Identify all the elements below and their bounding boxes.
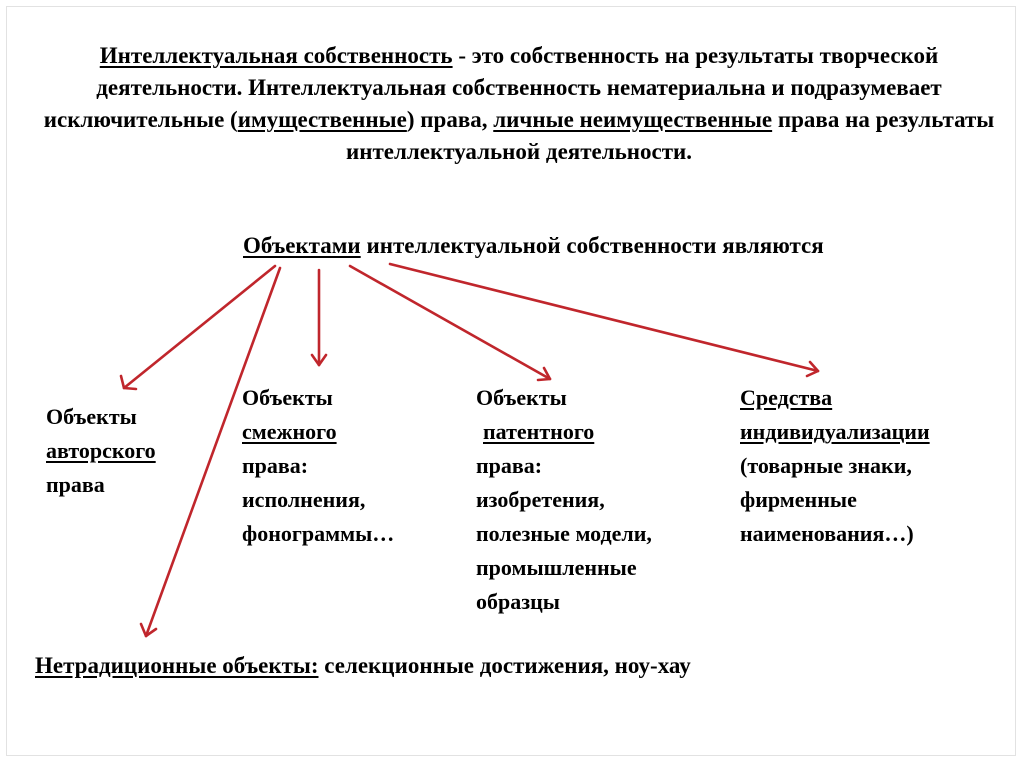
definition-paren-close: ) — [406, 107, 415, 132]
author-line-3: права — [46, 472, 105, 497]
related-line-3: права: — [242, 453, 309, 478]
definition-text-3: права на результаты интеллектуальной деятельности. — [345, 107, 995, 164]
patent-line-6: промышленные — [476, 555, 637, 580]
arrow-to-individualization — [390, 264, 818, 376]
author-rights-objects — [46, 400, 156, 502]
individualization-line-2: индивидуализации — [740, 419, 930, 444]
objects-heading-term: Объектами — [243, 233, 361, 258]
related-line-4: исполнения, — [242, 487, 366, 512]
related-rights-objects — [242, 381, 394, 551]
nontraditional-term: Нетрадиционные объекты: — [35, 653, 319, 678]
individualization-line-5: наименования…) — [740, 521, 914, 546]
individualization-means — [740, 381, 930, 551]
arrow-to-patent — [350, 266, 550, 380]
author-line-2: авторского — [46, 438, 156, 463]
property-rights-term: имущественные — [237, 107, 407, 132]
individualization-line-4: фирменные — [740, 487, 857, 512]
patent-line-4: изобретения, — [476, 487, 605, 512]
personal-rights-term: личные неимущественные — [493, 107, 773, 132]
related-line-5: фонограммы… — [242, 521, 395, 546]
related-line-2: смежного — [242, 419, 337, 444]
patent-line-7: образцы — [476, 589, 560, 614]
objects-heading-rest: интеллектуальной собственности являются — [360, 233, 824, 258]
nontraditional-objects — [35, 650, 691, 682]
related-line-1: Объекты — [242, 385, 333, 410]
arrow-to-related — [312, 270, 326, 365]
definition-term: Интеллектуальная собственность — [99, 43, 453, 68]
nontraditional-rest: селекционные достижения, ноу-хау — [318, 653, 691, 678]
author-line-1: Объекты — [46, 404, 137, 429]
definition-paren-open: ( — [230, 107, 238, 132]
patent-line-5: полезные модели, — [476, 521, 652, 546]
individualization-line-3: (товарные знаки, — [740, 453, 912, 478]
patent-line-3: права: — [476, 453, 543, 478]
arrows-group — [121, 264, 818, 636]
individualization-line-1: Средства — [740, 385, 833, 410]
patent-line-2: патентного — [483, 419, 595, 444]
patent-line-1: Объекты — [476, 385, 567, 410]
patent-line-2-wrap — [476, 415, 652, 449]
definition-text-1: - это собственность на результаты творческой деятельности. Интеллектуальная собственность нематериальна и подразумевает исключительные — [43, 43, 942, 132]
patent-rights-objects — [476, 381, 652, 619]
definition-text-2: права, — [414, 107, 494, 132]
arrow-to-author — [121, 266, 275, 389]
